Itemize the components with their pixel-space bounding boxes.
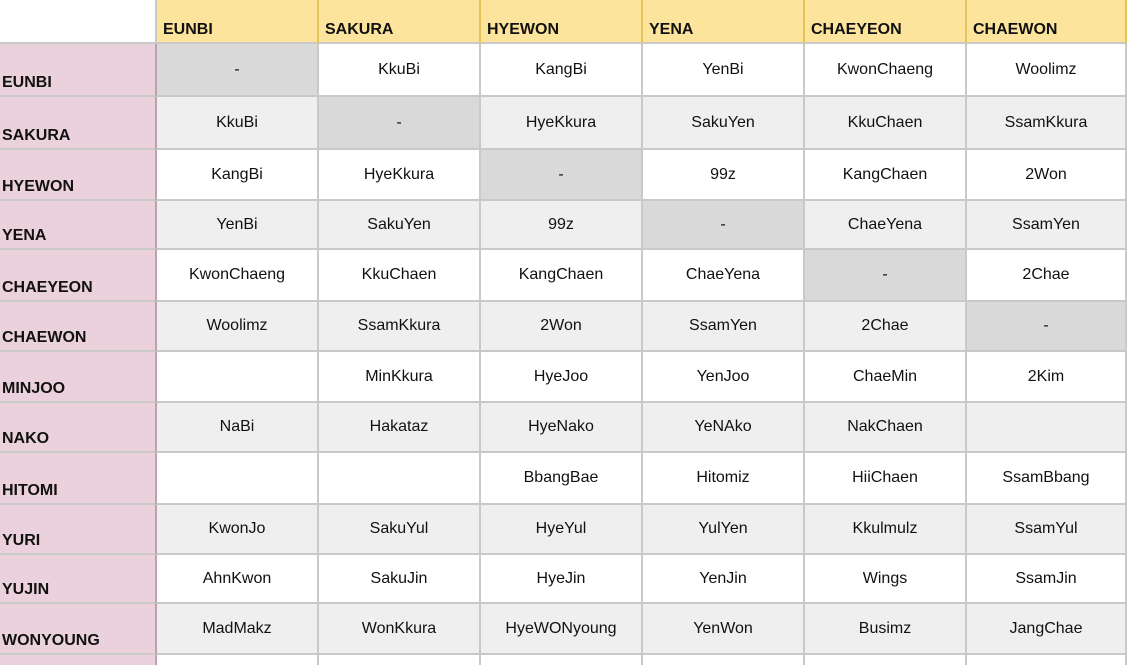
table-cell[interactable]: HiiChaen xyxy=(805,453,967,505)
table-cell[interactable] xyxy=(967,403,1127,453)
table-cell[interactable]: KwonJo xyxy=(157,505,319,555)
table-cell[interactable]: KkuBi xyxy=(319,44,481,97)
table-cell[interactable]: YenJoo xyxy=(643,352,805,403)
row-header-hyewon[interactable]: HYEWON xyxy=(0,150,157,201)
column-header-sakura[interactable]: SAKURA xyxy=(319,0,481,44)
table-cell[interactable]: MinKkura xyxy=(319,352,481,403)
table-cell[interactable]: HyeJoo xyxy=(481,352,643,403)
table-cell[interactable]: NakChaen xyxy=(805,403,967,453)
row-header-partial[interactable] xyxy=(0,655,157,665)
corner-cell[interactable] xyxy=(0,0,157,44)
table-cell[interactable]: HyeKkura xyxy=(319,150,481,201)
table-cell[interactable]: Wings xyxy=(805,555,967,604)
table-cell-partial[interactable] xyxy=(319,655,481,665)
table-cell[interactable]: SsamKkura xyxy=(319,302,481,352)
table-cell[interactable]: Hitomiz xyxy=(643,453,805,505)
table-cell[interactable]: KkuBi xyxy=(157,97,319,150)
row-header-minjoo[interactable]: MINJOO xyxy=(0,352,157,403)
table-cell[interactable]: SsamKkura xyxy=(967,97,1127,150)
table-cell[interactable]: HyeNako xyxy=(481,403,643,453)
table-cell[interactable]: YenJin xyxy=(643,555,805,604)
table-cell-partial[interactable] xyxy=(157,655,319,665)
table-cell[interactable]: SakuYen xyxy=(643,97,805,150)
row-header-yujin[interactable]: YUJIN xyxy=(0,555,157,604)
table-cell[interactable]: 2Chae xyxy=(967,250,1127,302)
table-cell[interactable]: SakuYen xyxy=(319,201,481,250)
row-header-chaeyeon[interactable]: CHAEYEON xyxy=(0,250,157,302)
table-cell[interactable]: SakuYul xyxy=(319,505,481,555)
table-cell[interactable]: YenWon xyxy=(643,604,805,655)
table-cell[interactable]: Woolimz xyxy=(157,302,319,352)
table-cell[interactable] xyxy=(157,352,319,403)
table-cell[interactable]: 99z xyxy=(643,150,805,201)
column-header-yena[interactable]: YENA xyxy=(643,0,805,44)
table-cell[interactable]: KangBi xyxy=(481,44,643,97)
table-cell[interactable]: SsamYul xyxy=(967,505,1127,555)
table-cell[interactable]: JangChae xyxy=(967,604,1127,655)
table-cell[interactable]: KangChaen xyxy=(805,150,967,201)
table-cell[interactable]: BbangBae xyxy=(481,453,643,505)
table-cell[interactable]: YenBi xyxy=(643,44,805,97)
table-cell[interactable]: HyeJin xyxy=(481,555,643,604)
table-cell[interactable]: - xyxy=(967,302,1127,352)
table-cell[interactable] xyxy=(157,453,319,505)
table-cell[interactable]: - xyxy=(805,250,967,302)
table-cell[interactable]: KwonChaeng xyxy=(157,250,319,302)
table-cell[interactable]: 2Won xyxy=(967,150,1127,201)
table-cell[interactable]: MadMakz xyxy=(157,604,319,655)
table-cell[interactable]: SsamJin xyxy=(967,555,1127,604)
table-cell[interactable]: HyeKkura xyxy=(481,97,643,150)
table-cell[interactable]: Hakataz xyxy=(319,403,481,453)
table-cell-partial[interactable] xyxy=(481,655,643,665)
table-cell[interactable]: Busimz xyxy=(805,604,967,655)
table-cell[interactable]: YeNAko xyxy=(643,403,805,453)
table-cell[interactable]: AhnKwon xyxy=(157,555,319,604)
table-cell[interactable]: - xyxy=(481,150,643,201)
table-cell[interactable]: SsamYen xyxy=(967,201,1127,250)
table-cell[interactable]: YenBi xyxy=(157,201,319,250)
row-header-wonyoung[interactable]: WONYOUNG xyxy=(0,604,157,655)
table-cell[interactable]: KkuChaen xyxy=(805,97,967,150)
column-header-eunbi[interactable]: EUNBI xyxy=(157,0,319,44)
table-cell-partial[interactable] xyxy=(805,655,967,665)
column-header-chaeyeon[interactable]: CHAEYEON xyxy=(805,0,967,44)
table-cell[interactable]: KangBi xyxy=(157,150,319,201)
table-cell[interactable]: Kkulmulz xyxy=(805,505,967,555)
table-cell[interactable]: NaBi xyxy=(157,403,319,453)
column-header-hyewon[interactable]: HYEWON xyxy=(481,0,643,44)
table-cell[interactable]: KangChaen xyxy=(481,250,643,302)
table-cell[interactable]: HyeWONyoung xyxy=(481,604,643,655)
table-cell[interactable]: Woolimz xyxy=(967,44,1127,97)
table-cell[interactable]: 2Chae xyxy=(805,302,967,352)
table-cell[interactable]: ChaeYena xyxy=(805,201,967,250)
table-cell[interactable]: YulYen xyxy=(643,505,805,555)
row-header-sakura[interactable]: SAKURA xyxy=(0,97,157,150)
table-cell[interactable]: ChaeYena xyxy=(643,250,805,302)
table-cell[interactable]: ChaeMin xyxy=(805,352,967,403)
table-cell[interactable]: SsamYen xyxy=(643,302,805,352)
table-cell[interactable]: 99z xyxy=(481,201,643,250)
table-cell[interactable]: WonKkura xyxy=(319,604,481,655)
row-header-hitomi[interactable]: HITOMI xyxy=(0,453,157,505)
table-cell[interactable]: KkuChaen xyxy=(319,250,481,302)
table-cell[interactable] xyxy=(319,453,481,505)
column-header-chaewon[interactable]: CHAEWON xyxy=(967,0,1127,44)
table-cell[interactable]: 2Kim xyxy=(967,352,1127,403)
table-cell[interactable]: - xyxy=(643,201,805,250)
table-cell[interactable]: SakuJin xyxy=(319,555,481,604)
row-header-chaewon[interactable]: CHAEWON xyxy=(0,302,157,352)
table-cell-partial[interactable] xyxy=(967,655,1127,665)
table-cell[interactable]: - xyxy=(157,44,319,97)
row-header-yena[interactable]: YENA xyxy=(0,201,157,250)
table-cell[interactable]: SsamBbang xyxy=(967,453,1127,505)
row-header-yuri[interactable]: YURI xyxy=(0,505,157,555)
table-cell[interactable]: KwonChaeng xyxy=(805,44,967,97)
table-cell[interactable]: HyeYul xyxy=(481,505,643,555)
table-cell[interactable]: 2Won xyxy=(481,302,643,352)
table-cell[interactable]: - xyxy=(319,97,481,150)
table-cell-partial[interactable] xyxy=(643,655,805,665)
row-header-eunbi[interactable]: EUNBI xyxy=(0,44,157,97)
row-header-nako[interactable]: NAKO xyxy=(0,403,157,453)
